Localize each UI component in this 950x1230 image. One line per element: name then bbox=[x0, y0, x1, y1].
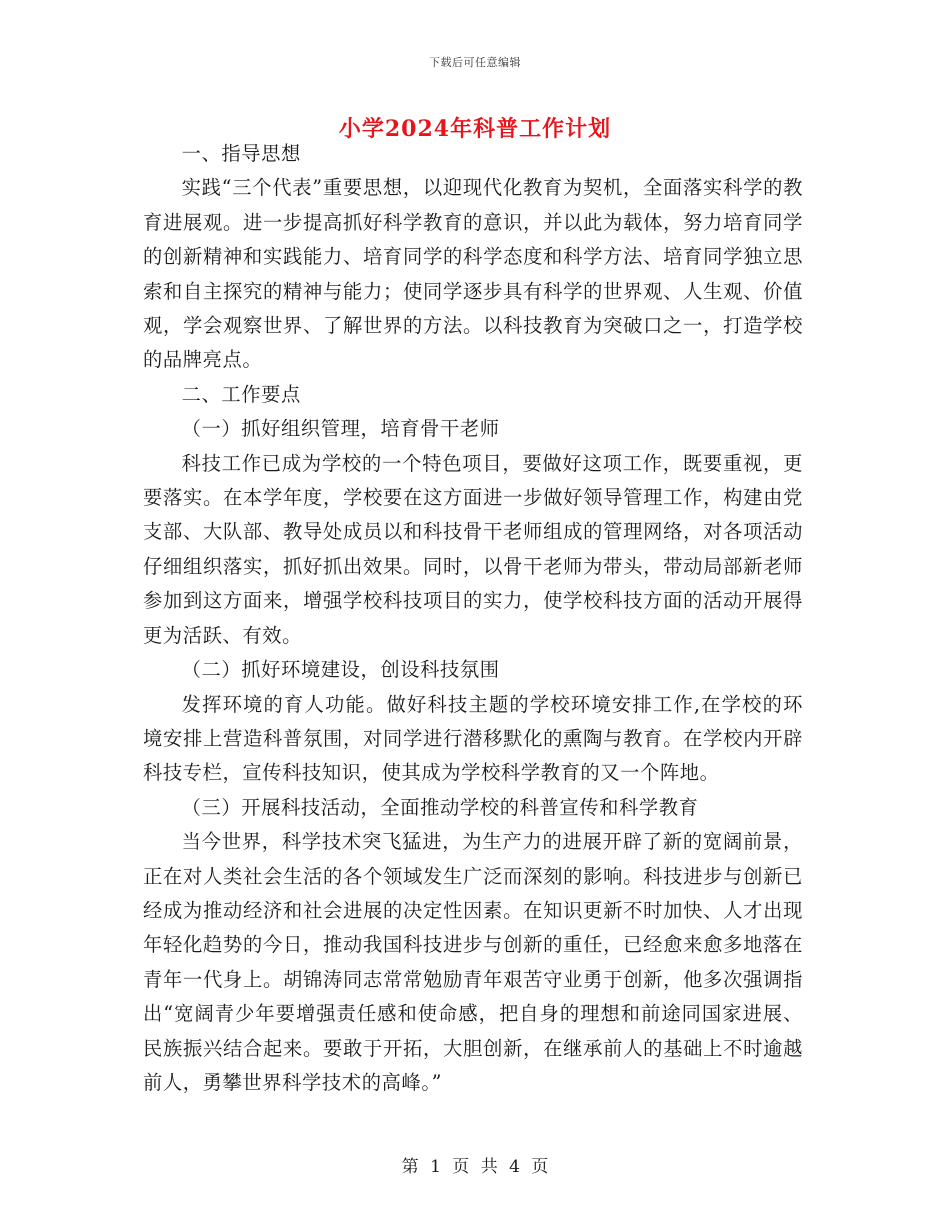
document-body bbox=[143, 137, 803, 1100]
paragraph: 发挥环境的育人功能。做好科技主题的学校环境安排工作,在学校的环境安排上营造科普氛围，对同学进行潜移默化的熏陶与教育。在学校内开辟科技专栏，宣传科技知识，使其成为学校科学教育的又一个阵地。 bbox=[143, 692, 803, 785]
section-heading-work-points: 二、工作要点 bbox=[181, 382, 301, 406]
section-heading-guiding-thought: 一、指导思想 bbox=[181, 142, 301, 165]
paragraph: 当今世界，科学技术突飞猛进，为生产力的进展开辟了新的宽阔前景，正在对人类社会生活的各个领域发生广泛而深刻的影响。科技进步与创新已经成为推动经济和社会进展的决定性因素。在知识更新不时加快、人才出现年轻化趋势的今日，推动我国科技进步与创新的重任，已经愈来愈多地落在青年一代身上。胡锦涛同志常常勉励青年艰苦守业勇于创新，他多次强调指出“宽阔青少年要增强责任感和使命感，把自身的理想和前途同国家进展、民族振兴结合起来。要敢于开拓，大胆创新，在继承前人的基础上不时逾越前人，勇攀世界科学技术的高峰。” bbox=[143, 830, 803, 1094]
paragraph: 实践“三个代表”重要思想，以迎现代化教育为契机，全面落实科学的教育进展观。进一步提高抓好科学教育的意识，并以此为载体，努力培育同学的创新精神和实践能力、培育同学的科学态度和科学方法、培育同学独立思索和自主探究的精神与能力；使同学逐步具有科学的世界观、人生观、价值观，学会观察世界、了解世界的方法。以科技教育为突破口之一，打造学校的品牌亮点。 bbox=[143, 176, 803, 372]
subsection-heading-3: （三）开展科技活动，全面推动学校的科普宣传和科学教育 bbox=[181, 795, 699, 819]
subsection-heading-2: （二）抓好环境建设，创设科技氛围 bbox=[181, 658, 500, 682]
subsection-heading-1: （一）抓好组织管理，培育骨干老师 bbox=[181, 417, 500, 441]
page-number-footer: 第 1 页 共 4 页 bbox=[401, 1157, 549, 1177]
paragraph: 科技工作已成为学校的一个特色项目，要做好这项工作，既要重视，更要落实。在本学年度，学校要在这方面进一步做好领导管理工作，构建由党支部、大队部、教导处成员以和科技骨干老师组成的管理网络，对各项活动仔细组织落实，抓好抓出效果。同时，以骨干老师为带头，带动局部新老师参加到这方面来，增强学校科技项目的实力，使学校科技方面的活动开展得更为活跃、有效。 bbox=[143, 451, 803, 647]
document-title: 小学2024年科普工作计划 bbox=[338, 116, 612, 142]
header-note: 下载后可任意编辑 bbox=[429, 56, 521, 69]
